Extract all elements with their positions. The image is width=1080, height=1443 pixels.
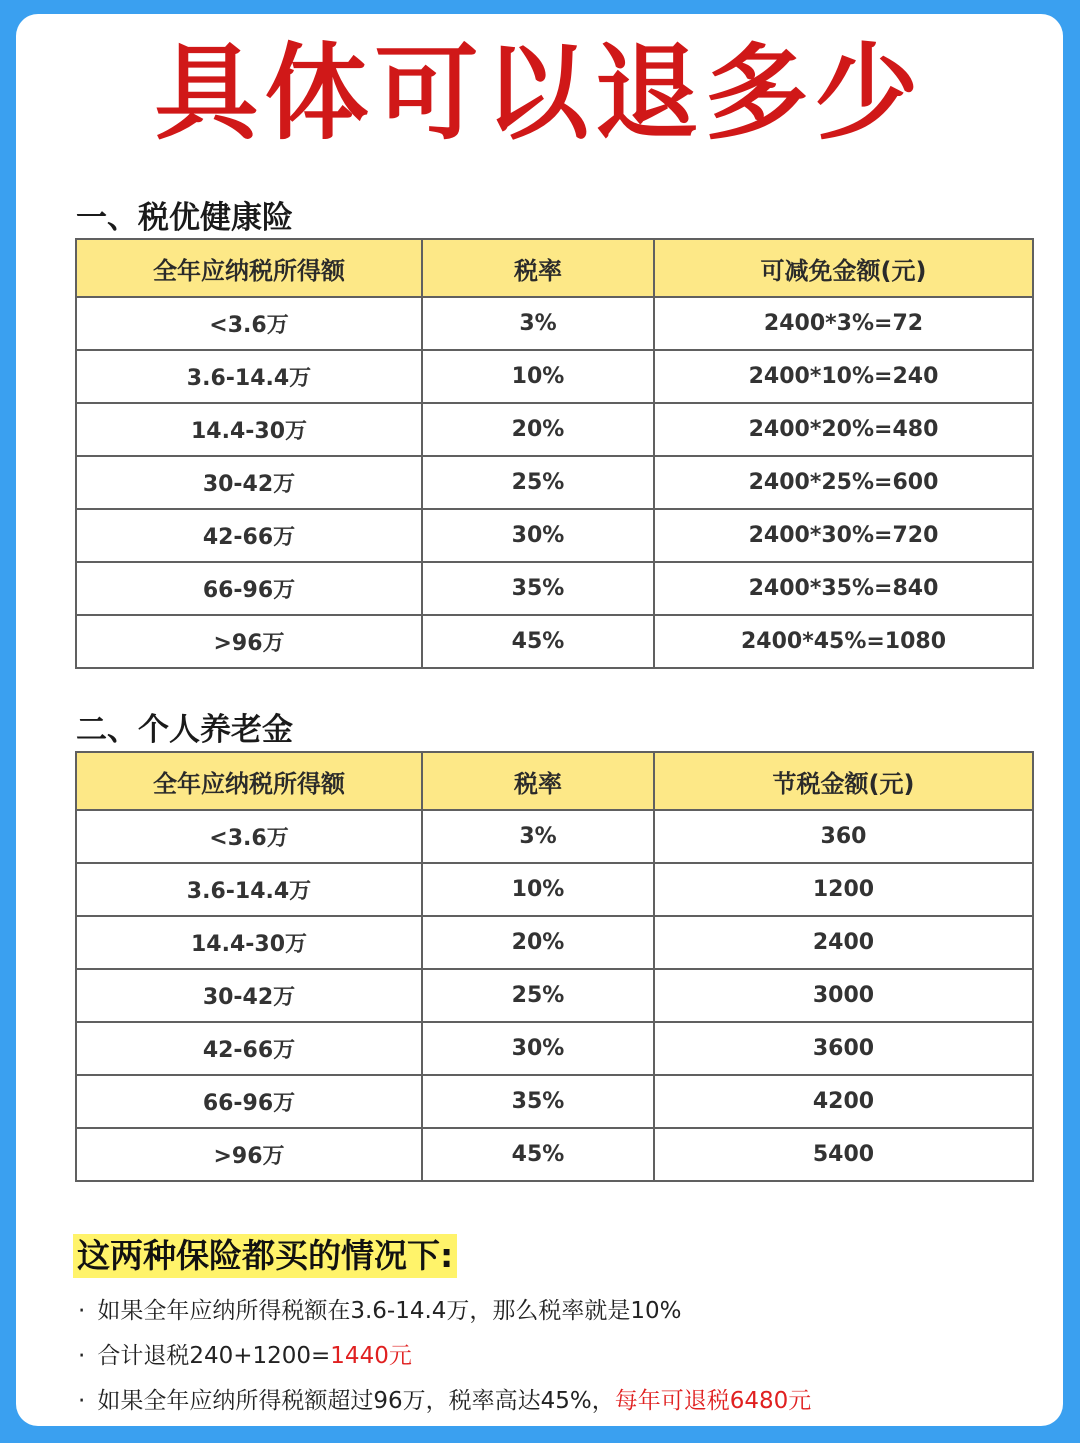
rate-cell: 10% — [422, 863, 654, 916]
income-cell: >96万 — [76, 615, 422, 668]
savings-cell: 5400 — [654, 1128, 1033, 1181]
income-cell: >96万 — [76, 1128, 422, 1181]
income-cell: <3.6万 — [76, 810, 422, 863]
table-row — [76, 509, 1033, 562]
amount-cell: 2400*30%=720 — [654, 509, 1033, 562]
amount-cell: 2400*45%=1080 — [654, 615, 1033, 668]
rate-cell: 35% — [422, 562, 654, 615]
bullet-text: 合计退税240+1200= — [97, 1343, 331, 1369]
savings-cell: 360 — [654, 810, 1033, 863]
table-row — [76, 456, 1033, 509]
summary-bullet — [78, 1337, 412, 1370]
table-row — [76, 403, 1033, 456]
table-row — [76, 969, 1033, 1022]
income-cell: 66-96万 — [76, 1075, 422, 1128]
table-row — [76, 810, 1033, 863]
income-cell: 14.4-30万 — [76, 916, 422, 969]
table-row — [76, 1128, 1033, 1181]
summary-bullet — [78, 1292, 682, 1325]
table-header-row — [76, 752, 1033, 810]
section-heading-personal-pension: 二、个人养老金 — [76, 712, 293, 748]
column-header-amount: 可减免金额(元) — [654, 239, 1033, 297]
savings-cell: 3000 — [654, 969, 1033, 1022]
column-header-income: 全年应纳税所得额 — [76, 752, 422, 810]
income-cell: 3.6-14.4万 — [76, 350, 422, 403]
rate-cell: 25% — [422, 969, 654, 1022]
column-header-savings: 节税金额(元) — [654, 752, 1033, 810]
income-cell: 30-42万 — [76, 969, 422, 1022]
rate-cell: 10% — [422, 350, 654, 403]
amount-cell: 2400*10%=240 — [654, 350, 1033, 403]
income-cell: 3.6-14.4万 — [76, 863, 422, 916]
table-header-row — [76, 239, 1033, 297]
savings-cell: 3600 — [654, 1022, 1033, 1075]
bullet-dot: · — [78, 1388, 86, 1414]
table-row — [76, 350, 1033, 403]
rate-cell: 35% — [422, 1075, 654, 1128]
rate-cell: 30% — [422, 1022, 654, 1075]
income-cell: 42-66万 — [76, 1022, 422, 1075]
bullet-text: 如果全年应纳所得税额在3.6-14.4万，那么税率就是10% — [97, 1298, 682, 1324]
summary-bullet — [78, 1382, 811, 1415]
page-title: 具体可以退多少 — [154, 32, 925, 154]
amount-cell: 2400*35%=840 — [654, 562, 1033, 615]
rate-cell: 30% — [422, 509, 654, 562]
bullet-highlight: 每年可退税6480元 — [614, 1388, 812, 1414]
income-cell: <3.6万 — [76, 297, 422, 350]
income-cell: 66-96万 — [76, 562, 422, 615]
rate-cell: 45% — [422, 615, 654, 668]
section-heading-health-insurance: 一、税优健康险 — [76, 200, 293, 236]
bullet-text: 如果全年应纳所得税额超过96万，税率高达45%， — [97, 1388, 615, 1414]
personal-pension-table — [75, 751, 1034, 1182]
column-header-income: 全年应纳税所得额 — [76, 239, 422, 297]
table-row — [76, 863, 1033, 916]
table-row — [76, 1075, 1033, 1128]
rate-cell: 3% — [422, 297, 654, 350]
savings-cell: 2400 — [654, 916, 1033, 969]
rate-cell: 20% — [422, 916, 654, 969]
savings-cell: 4200 — [654, 1075, 1033, 1128]
amount-cell: 2400*25%=600 — [654, 456, 1033, 509]
income-cell: 42-66万 — [76, 509, 422, 562]
column-header-rate: 税率 — [422, 752, 654, 810]
rate-cell: 45% — [422, 1128, 654, 1181]
income-cell: 30-42万 — [76, 456, 422, 509]
content-card — [16, 14, 1063, 1426]
bullet-dot: · — [78, 1343, 86, 1369]
table-row — [76, 1022, 1033, 1075]
table-row — [76, 562, 1033, 615]
rate-cell: 25% — [422, 456, 654, 509]
column-header-rate: 税率 — [422, 239, 654, 297]
savings-cell: 1200 — [654, 863, 1033, 916]
bullet-highlight: 1440元 — [330, 1343, 412, 1369]
table-row — [76, 615, 1033, 668]
rate-cell: 20% — [422, 403, 654, 456]
health-insurance-table — [75, 238, 1034, 669]
income-cell: 14.4-30万 — [76, 403, 422, 456]
rate-cell: 3% — [422, 810, 654, 863]
amount-cell: 2400*3%=72 — [654, 297, 1033, 350]
amount-cell: 2400*20%=480 — [654, 403, 1033, 456]
table-row — [76, 297, 1033, 350]
table-row — [76, 916, 1033, 969]
bullet-dot: · — [78, 1298, 86, 1324]
summary-title: 这两种保险都买的情况下: — [73, 1234, 457, 1278]
